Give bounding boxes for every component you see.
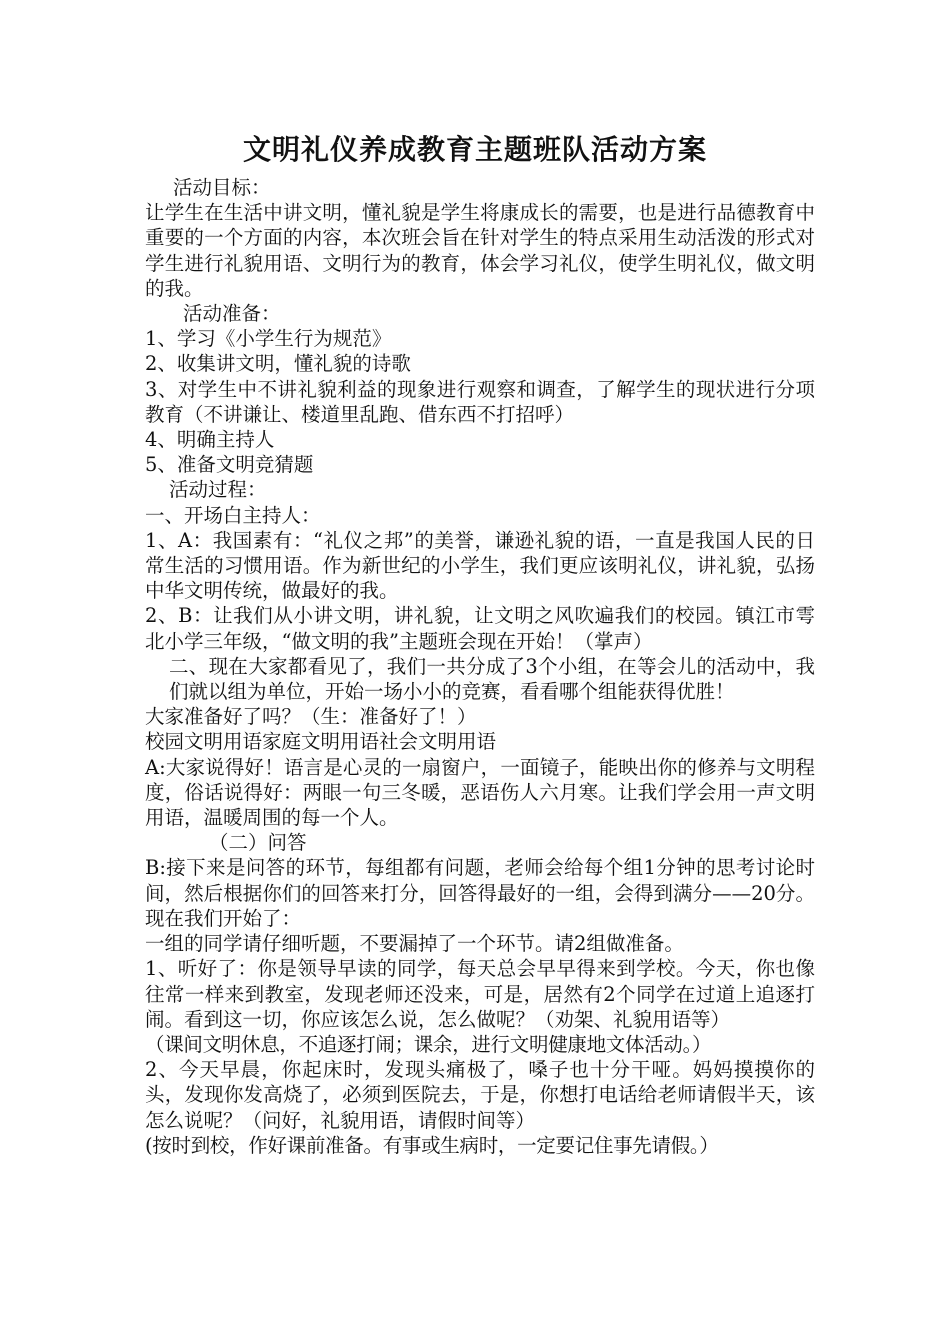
paragraph-host-a: 1、A：我国素有：“礼仪之邦”的美誉，谦逊礼貌的语，一直是我国人民的日常生活的习惯用语。作为新世纪的小学生，我们更应该明礼仪，讲礼貌，弘扬中华文明传统，做最好的我。: [145, 528, 815, 603]
subheading-opening: 一、开场白主持人：: [145, 503, 321, 527]
section-heading-process: 活动过程：: [169, 478, 267, 502]
subheading-qa: （二）问答: [209, 831, 307, 855]
paragraph-answer-2: (按时到校，作好课前准备。有事或生病时，一定要记住事先请假。）: [145, 1133, 719, 1157]
paragraph-host-a-2: A:大家说得好！语言是心灵的一扇窗户，一面镜子，能映出你的修养与文明程度，俗话说得好：两眼一句三冬暖，恶语伤人六月寒。让我们学会用一声文明用语，温暖周围的每一个人。: [145, 755, 815, 830]
paragraph-answer-1: （课间文明休息，不追逐打闹；课余，进行文明健康地文体活动。）: [145, 1032, 712, 1056]
list-item-prep-2: 2、收集讲文明，懂礼貌的诗歌: [145, 352, 411, 376]
list-item-prep-4: 4、明确主持人: [145, 428, 275, 452]
list-item-prep-1: 1、学习《小学生行为规范》: [145, 327, 392, 351]
list-item-prep-3: 3、对学生中不讲礼貌利益的现象进行观察和调查，了解学生的现状进行分项教育（不讲谦让、楼道里乱跑、借东西不打招呼）: [145, 377, 815, 426]
list-item-prep-5: 5、准备文明竞猜题: [145, 453, 314, 477]
section-heading-goal: 活动目标：: [173, 176, 271, 199]
paragraph-categories: 校园文明用语家庭文明用语社会文明用语: [145, 730, 497, 754]
document-body: [145, 175, 815, 1158]
document-title: 文明礼仪养成教育主题班队活动方案: [242, 133, 707, 166]
paragraph-goal: 让学生在生活中讲文明，懂礼貌是学生将康成长的需要，也是进行品德教育中重要的一个方面的内容，本次班会旨在针对学生的特点采用生动活泼的形式对学生进行礼貌用语、文明行为的教育，体会学习礼仪，使学生明礼仪，做文明的我。: [145, 201, 815, 300]
paragraph-question-2: 2、今天早晨，你起床时，发现头痛极了，嗓子也十分干哑。妈妈摸摸你的头，发现你发高烧了，必须到医院去，于是，你想打电话给老师请假半天，该怎么说呢？（问好，礼貌用语，请假时间等）: [145, 1058, 815, 1132]
paragraph-question-1: 1、听好了：你是领导早读的同学，每天总会早早得来到学校。今天，你也像往常一样来到教室，发现老师还没来，可是，居然有2个同学在过道上追逐打闹。看到这一切，你应该怎么说，怎么做呢？（劝架、礼貌用语等）: [145, 957, 815, 1031]
paragraph-group-one: 一组的同学请仔细听题，不要漏掉了一个环节。请2组做准备。: [145, 932, 684, 956]
paragraph-ready: 大家准备好了吗？（生：准备好了！）: [145, 705, 477, 729]
paragraph-groups: 二、现在大家都看见了，我们一共分成了3个小组，在等会儿的活动中，我们就以组为单位，开始一场小小的竞赛，看看哪个组能获得优胜！: [169, 654, 815, 704]
paragraph-host-b-2: B:接下来是问答的环节，每组都有问题，老师会给每个组1分钟的思考讨论时间，然后根据你们的回答来打分，回答得最好的一组，会得到满分——20分。现在我们开始了：: [145, 856, 815, 930]
paragraph-host-b: 2、B：让我们从小讲文明，讲礼貌，让文明之风吹遍我们的校园。镇江市雩北小学三年级，“做文明的我”主题班会现在开始！（掌声）: [145, 604, 815, 653]
section-heading-preparation: 活动准备：: [183, 302, 281, 326]
